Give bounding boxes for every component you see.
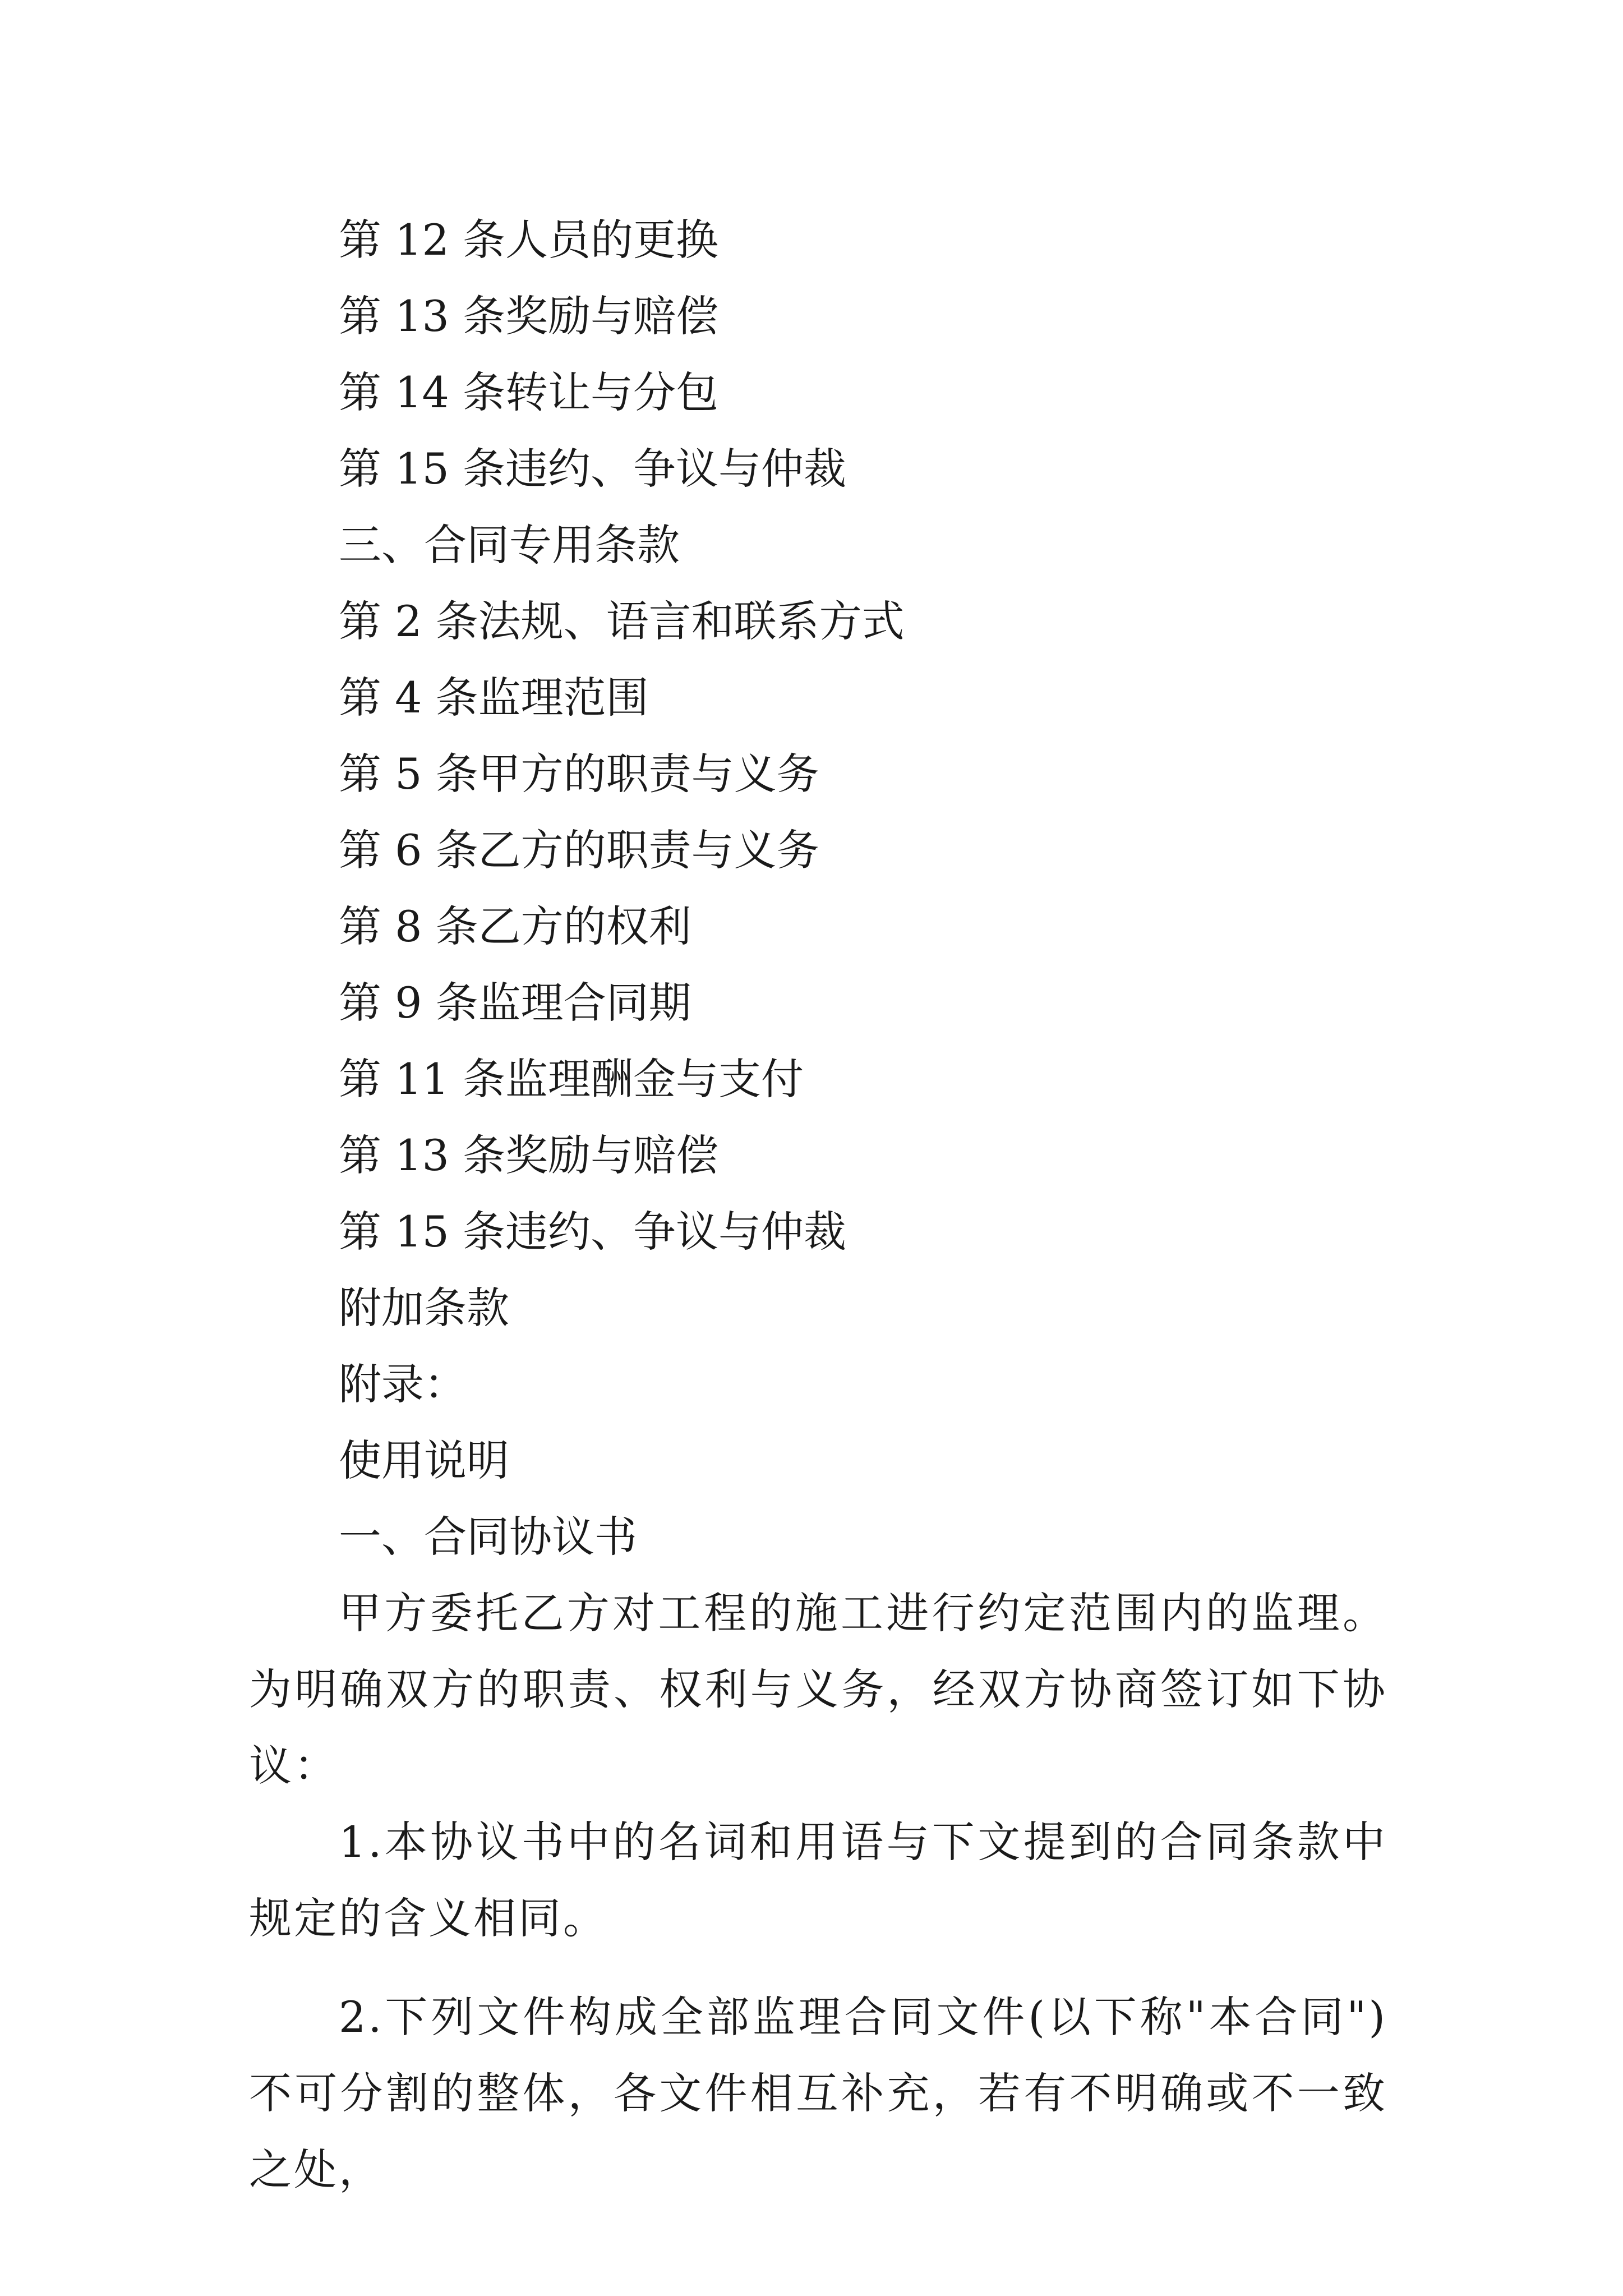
toc-line: 第 6 条乙方的职责与义务 bbox=[339, 825, 819, 875]
toc-line: 第 5 条甲方的职责与义务 bbox=[339, 749, 819, 799]
body-paragraph: 甲方委托乙方对工程的施工进行约定范围内的监理。为明确双方的职责、权利与义务，经双方协商签订如下协议： bbox=[249, 1588, 1387, 1791]
toc-line: 第 15 条违约、争议与仲裁 bbox=[339, 444, 847, 494]
toc-line: 第 9 条监理合同期 bbox=[339, 978, 691, 1028]
toc-line: 第 13 条奖励与赔偿 bbox=[339, 291, 719, 341]
toc-line: 第 12 条人员的更换 bbox=[339, 215, 719, 265]
toc-line: 第 2 条法规、语言和联系方式 bbox=[339, 596, 905, 646]
toc-line: 第 8 条乙方的权利 bbox=[339, 901, 691, 951]
section-heading: 三、合同专用条款 bbox=[339, 520, 680, 570]
toc-line: 附加条款 bbox=[339, 1283, 509, 1333]
toc-line: 使用说明 bbox=[339, 1435, 509, 1485]
toc-line: 第 11 条监理酬金与支付 bbox=[339, 1054, 804, 1104]
toc-line: 第 4 条监理范围 bbox=[339, 673, 649, 723]
body-paragraph: 1.本协议书中的名词和用语与下文提到的合同条款中规定的含义相同。 bbox=[249, 1817, 1387, 1943]
toc-line: 第 14 条转让与分包 bbox=[339, 367, 719, 417]
body-paragraph: 2.下列文件构成全部监理合同文件(以下称"本合同")不可分割的整体，各文件相互补充，若有不明确或不一致之处， bbox=[249, 1992, 1387, 2194]
toc-line: 第 15 条违约、争议与仲裁 bbox=[339, 1207, 847, 1257]
section-heading: 一、合同协议书 bbox=[339, 1512, 637, 1562]
document-body bbox=[249, 202, 1387, 2208]
toc-line: 第 13 条奖励与赔偿 bbox=[339, 1130, 719, 1180]
toc-line: 附录： bbox=[339, 1359, 467, 1409]
